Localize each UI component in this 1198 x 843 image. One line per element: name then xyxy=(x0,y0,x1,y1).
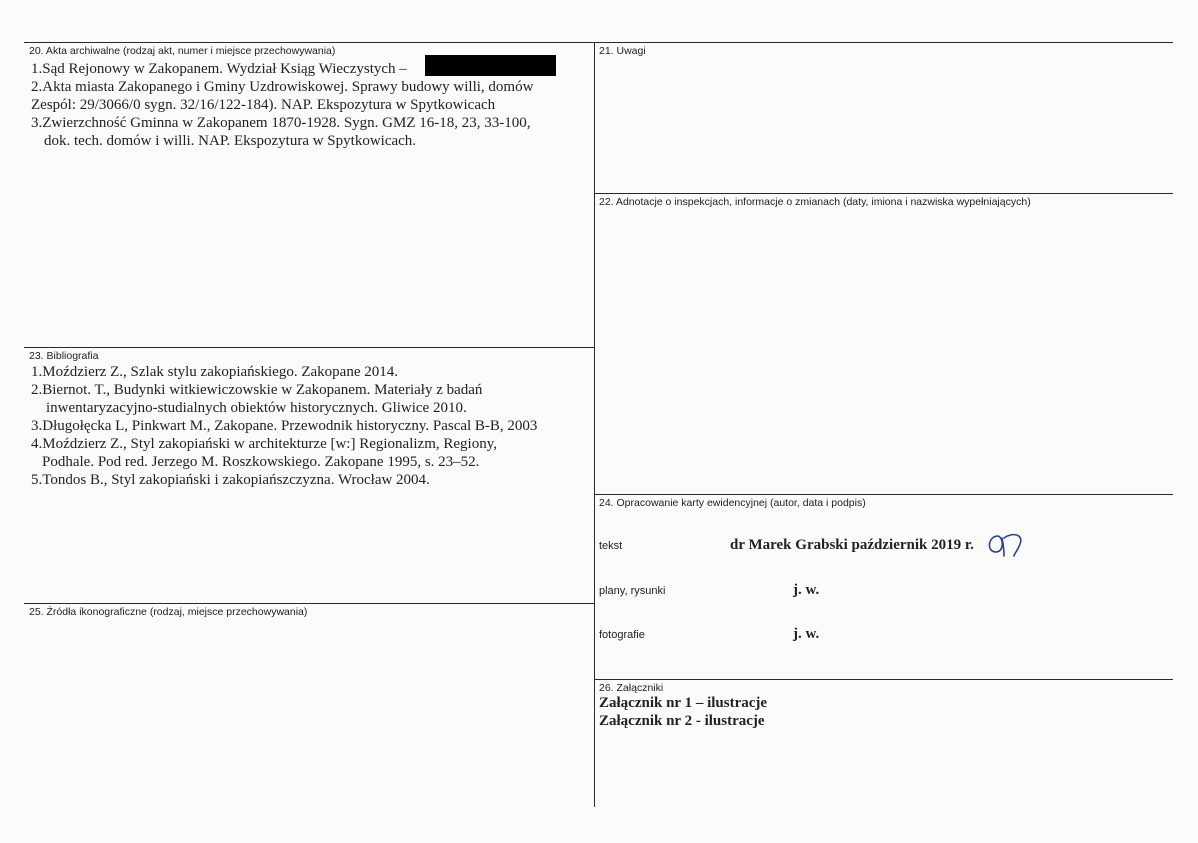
archive-entry-2: 2.Akta miasta Zakopanego i Gminy Uzdrowiskowej. Sprawy budowy willi, domów xyxy=(31,79,534,95)
archive-entry-3-cont: dok. tech. domów i willi. NAP. Ekspozytura w Spytkowicach. xyxy=(44,133,417,149)
section-24-heading: 24. Opracowanie karty ewidencyjnej (autor, data i podpis) xyxy=(599,497,866,509)
bibliography-entry-2-cont: inwentaryzacyjno-studialnych obiektów historycznych. Gliwice 2010. xyxy=(46,400,467,416)
column-divider xyxy=(594,42,595,807)
attachment-1: Załącznik nr 1 – ilustracje xyxy=(599,695,768,711)
section-26-heading: 26. Załączniki xyxy=(599,682,664,694)
divider-21-22 xyxy=(594,193,1173,194)
plany-label: plany, rysunki xyxy=(599,585,666,597)
archive-entry-1: 1.Sąd Rejonowy w Zakopanem. Wydział Ksiąg Wieczystych – xyxy=(31,61,407,77)
divider-24-26 xyxy=(594,679,1173,680)
redaction-bar xyxy=(425,55,556,76)
archive-entry-3: 3.Zwierzchność Gminna w Zakopanem 1870-1928. Sygn. GMZ 16-18, 23, 33-100, xyxy=(31,115,531,131)
attachment-2: Załącznik nr 2 - ilustracje xyxy=(599,713,765,729)
bibliography-entry-1: 1.Moździerz Z., Szlak stylu zakopiańskiego. Zakopane 2014. xyxy=(31,364,398,380)
bibliography-entry-2: 2.Biernot. T., Budynki witkiewiczowskie w Zakopanem. Materiały z badań xyxy=(31,382,483,398)
section-20-heading: 20. Akta archiwalne (rodzaj akt, numer i miejsce przechowywania) xyxy=(29,45,336,57)
section-25-heading: 25. Źródła ikonograficzne (rodzaj, miejsce przechowywania) xyxy=(29,606,308,618)
section-23-heading: 23. Bibliografia xyxy=(29,350,99,362)
foto-value: j. w. xyxy=(793,626,820,642)
bibliography-entry-4-cont: Podhale. Pod red. Jerzego M. Roszkowskiego. Zakopane 1995, s. 23–52. xyxy=(42,454,480,470)
top-border xyxy=(24,42,1173,43)
bibliography-entry-5: 5.Tondos B., Styl zakopiański i zakopiańszczyzna. Wrocław 2004. xyxy=(31,472,430,488)
tekst-label: tekst xyxy=(599,540,623,552)
foto-label: fotografie xyxy=(599,629,645,641)
archive-entry-2-cont: Zespól: 29/3066/0 sygn. 32/16/122-184). NAP. Ekspozytura w Spytkowicach xyxy=(31,97,496,113)
bibliography-entry-4: 4.Moździerz Z., Styl zakopiański w architekturze [w:] Regionalizm, Regiony, xyxy=(31,436,497,452)
divider-20-23 xyxy=(24,347,594,348)
tekst-value: dr Marek Grabski październik 2019 r. xyxy=(730,537,974,553)
divider-22-24 xyxy=(594,494,1173,495)
section-21-heading: 21. Uwagi xyxy=(599,45,646,57)
plany-value: j. w. xyxy=(793,582,820,598)
bibliography-entry-3: 3.Długołęcka L, Pinkwart M., Zakopane. Przewodnik historyczny. Pascal B-B, 2003 xyxy=(31,418,538,434)
section-22-heading: 22. Adnotacje o inspekcjach, informacje o zmianach (daty, imiona i nazwiska wypełniających) xyxy=(599,196,1031,208)
signature xyxy=(984,530,1032,560)
divider-23-25 xyxy=(24,603,594,604)
